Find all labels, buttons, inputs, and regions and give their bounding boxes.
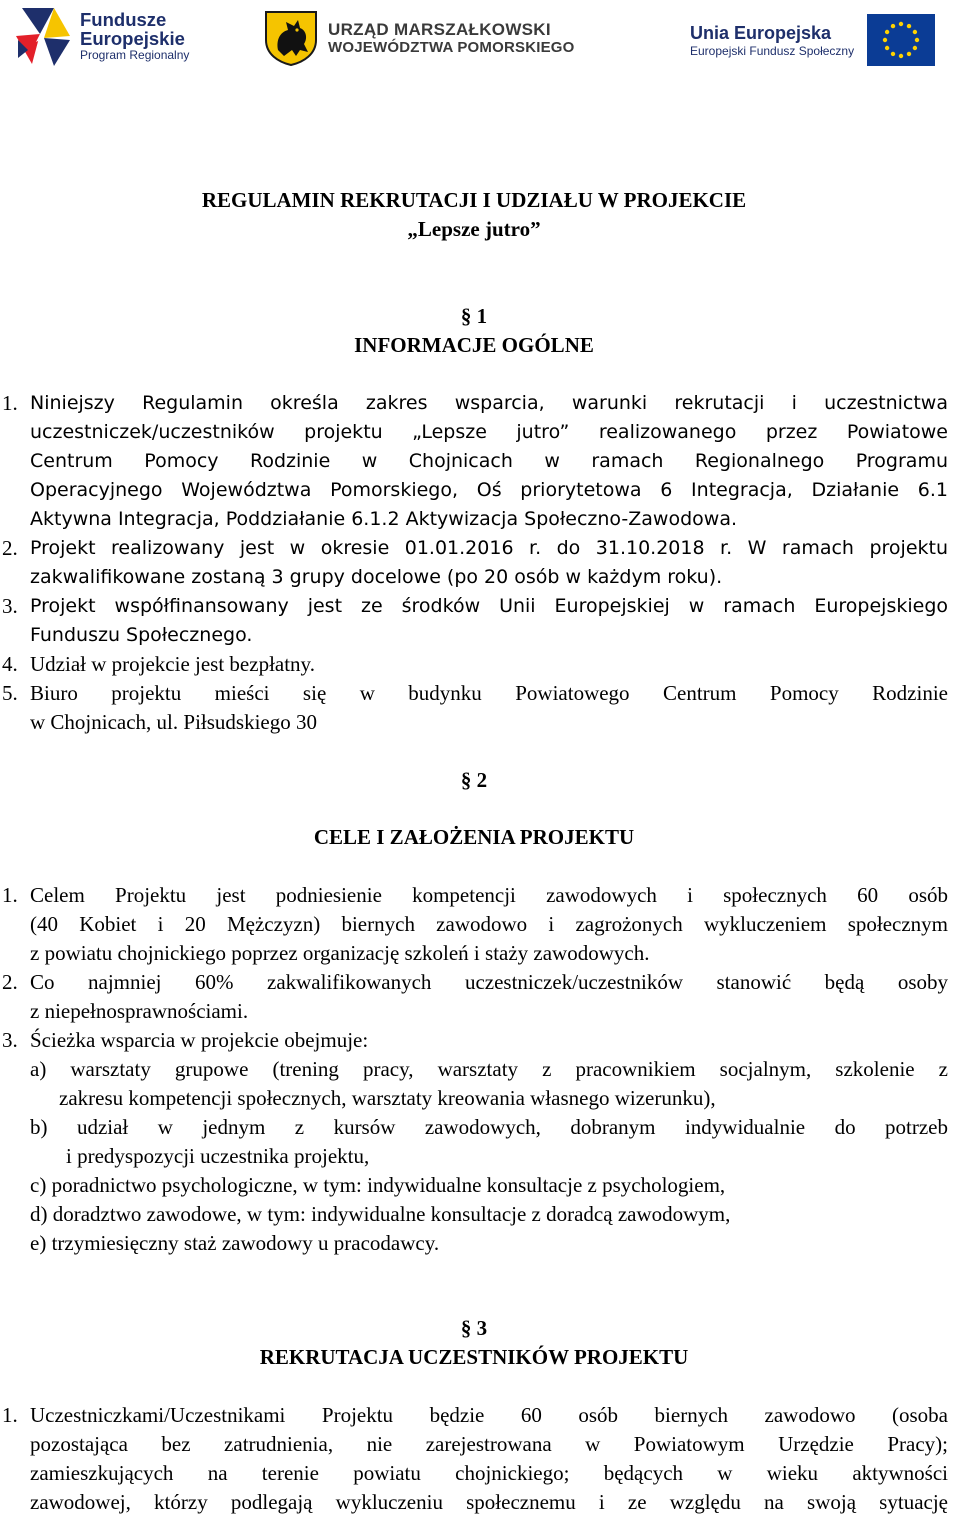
project-name: „Lepsze jutro” — [407, 217, 541, 241]
s2-item-3-number: 3. — [2, 1028, 18, 1052]
s1-item-2-line: zakwalifikowane zostaną 3 grupy docelowe (po 20 osób w każdym roku). — [30, 566, 723, 588]
section-3-heading: REKRUTACJA UCZESTNIKÓW PROJEKTU — [259, 1345, 689, 1369]
section-1-heading: INFORMACJE OGÓLNE — [354, 333, 594, 357]
s2-list-item-a-cont: zakresu kompetencji społecznych, warsztaty kreowania własnego wizerunku), — [59, 1086, 716, 1110]
s1-item-5-line: w Chojnicach, ul. Piłsudskiego 30 — [30, 710, 317, 734]
s2-item-1-line: Celem Projektu jest podniesienie kompetencji zawodowych i społecznych 60 osób — [30, 883, 948, 907]
s1-item-3-line: Projekt współfinansowany jest ze środków Unii Europejskiej w ramach Europejskiego — [30, 595, 948, 617]
s1-item-1-line: Operacyjnego Województwa Pomorskiego, Oś priorytetowa 6 Integracja, Działanie 6.1 — [30, 479, 948, 501]
fe-logo-line3: Program Regionalny — [80, 48, 190, 62]
s3-item-1-line: zawodowej, którzy podlegają wykluczeniu społecznemu i ze względu na swoją sytuację — [30, 1490, 948, 1514]
s2-item-2-line: Co najmniej 60% zakwalifikowanych uczestniczek/uczestników stanowić będą osoby — [30, 970, 948, 994]
s2-list-item-e: e) trzymiesięczny staż zawodowy u pracodawcy. — [30, 1231, 440, 1255]
s3-item-1-line: pozostająca bez zatrudnienia, nie zarejestrowana w Powiatowym Urzędzie Pracy); — [30, 1432, 948, 1456]
s2-item-1-line: (40 Kobiet i 20 Mężczyzn) biernych zawodowo i zagrożonych wykluczeniem społecznym — [30, 912, 948, 936]
urzad-marszalkowski-logo — [264, 10, 604, 68]
s1-item-3-line: Funduszu Społecznego. — [30, 624, 253, 646]
s2-item-2-line: z niepełnosprawnościami. — [30, 999, 249, 1023]
s1-item-1-line: uczestniczek/uczestników projektu „Lepsze jutro” realizowanego przez Powiatowe — [30, 421, 948, 443]
fe-star-icon — [14, 6, 74, 68]
s2-item-2-number: 2. — [2, 970, 18, 994]
ue-logo-line1: Unia Europejska — [690, 23, 832, 43]
fe-logo-line2: Europejskie — [80, 28, 185, 49]
s1-item-1-line: Aktywna Integracja, Poddziałanie 6.1.2 Aktywizacja Społeczno-Zawodowa. — [30, 508, 737, 530]
pomorskie-logo-line1: URZĄD MARSZAŁKOWSKI — [328, 20, 551, 39]
header-logos — [0, 0, 960, 75]
s2-item-1-line: z powiatu chojnickiego poprzez organizację szkoleń i staży zawodowych. — [30, 941, 650, 965]
s2-list-item-d: d) doradztwo zawodowe, w tym: indywidualne konsultacje z doradcą zawodowym, — [30, 1202, 731, 1226]
s2-item-3-line: Ścieżka wsparcia w projekcie obejmuje: — [30, 1028, 369, 1052]
s1-item-4-line: Udział w projekcie jest bezpłatny. — [30, 652, 315, 676]
eu-flag-icon — [867, 14, 935, 66]
s1-item-1-line: Niniejszy Regulamin określa zakres wsparcia, warunki rekrutacji i uczestnictwa — [30, 392, 948, 414]
section-1-number: § 1 — [460, 304, 488, 328]
s1-item-2-line: Projekt realizowany jest w okresie 01.01.2016 r. do 31.10.2018 r. W ramach projektu — [30, 537, 948, 559]
s1-item-3-number: 3. — [2, 594, 18, 618]
pomorskie-logo-line2: WOJEWÓDZTWA POMORSKIEGO — [328, 39, 575, 56]
s2-list-item-a: a) warsztaty grupowe (trening pracy, warsztaty z pracownikiem socjalnym, szkolenie z — [30, 1057, 948, 1081]
s2-list-item-b-cont: i predyspozycji uczestnika projektu, — [66, 1144, 370, 1168]
s3-item-1-line: Uczestniczkami/Uczestnikami Projektu będzie 60 osób biernych zawodowo (osoba — [30, 1403, 948, 1427]
s2-item-1-number: 1. — [2, 883, 18, 907]
griffin-crest-icon — [264, 10, 318, 66]
s1-item-5-line: Biuro projektu mieści się w budynku Powiatowego Centrum Pomocy Rodzinie — [30, 681, 948, 705]
s2-list-item-b: b) udział w jednym z kursów zawodowych, dobranym indywidualnie do potrzeb — [30, 1115, 948, 1139]
fundusze-europejskie-logo — [14, 6, 214, 68]
s2-list-item-c: c) poradnictwo psychologiczne, w tym: indywidualne konsultacje z psychologiem, — [30, 1173, 726, 1197]
section-2-number: § 2 — [460, 768, 488, 792]
section-3-number: § 3 — [460, 1316, 488, 1340]
fe-logo-line1: Fundusze — [80, 9, 167, 30]
s3-item-1-number: 1. — [2, 1403, 18, 1427]
s1-item-1-number: 1. — [2, 391, 18, 415]
s1-item-1-line: Centrum Pomocy Rodzinie w Chojnicach w ramach Regionalnego Programu — [30, 450, 948, 472]
s3-item-1-line: zamieszkujących na terenie powiatu chojnickiego; będących w wieku aktywności — [30, 1461, 948, 1485]
s1-item-2-number: 2. — [2, 536, 18, 560]
document-title: REGULAMIN REKRUTACJI I UDZIAŁU W PROJEKCIE — [201, 188, 747, 212]
s1-item-4-number: 4. — [2, 652, 18, 676]
s1-item-5-number: 5. — [2, 681, 18, 705]
ue-logo-line2: Europejski Fundusz Społeczny — [690, 44, 855, 58]
unia-europejska-logo — [690, 14, 946, 68]
section-2-heading: CELE I ZAŁOŻENIA PROJEKTU — [313, 825, 635, 849]
